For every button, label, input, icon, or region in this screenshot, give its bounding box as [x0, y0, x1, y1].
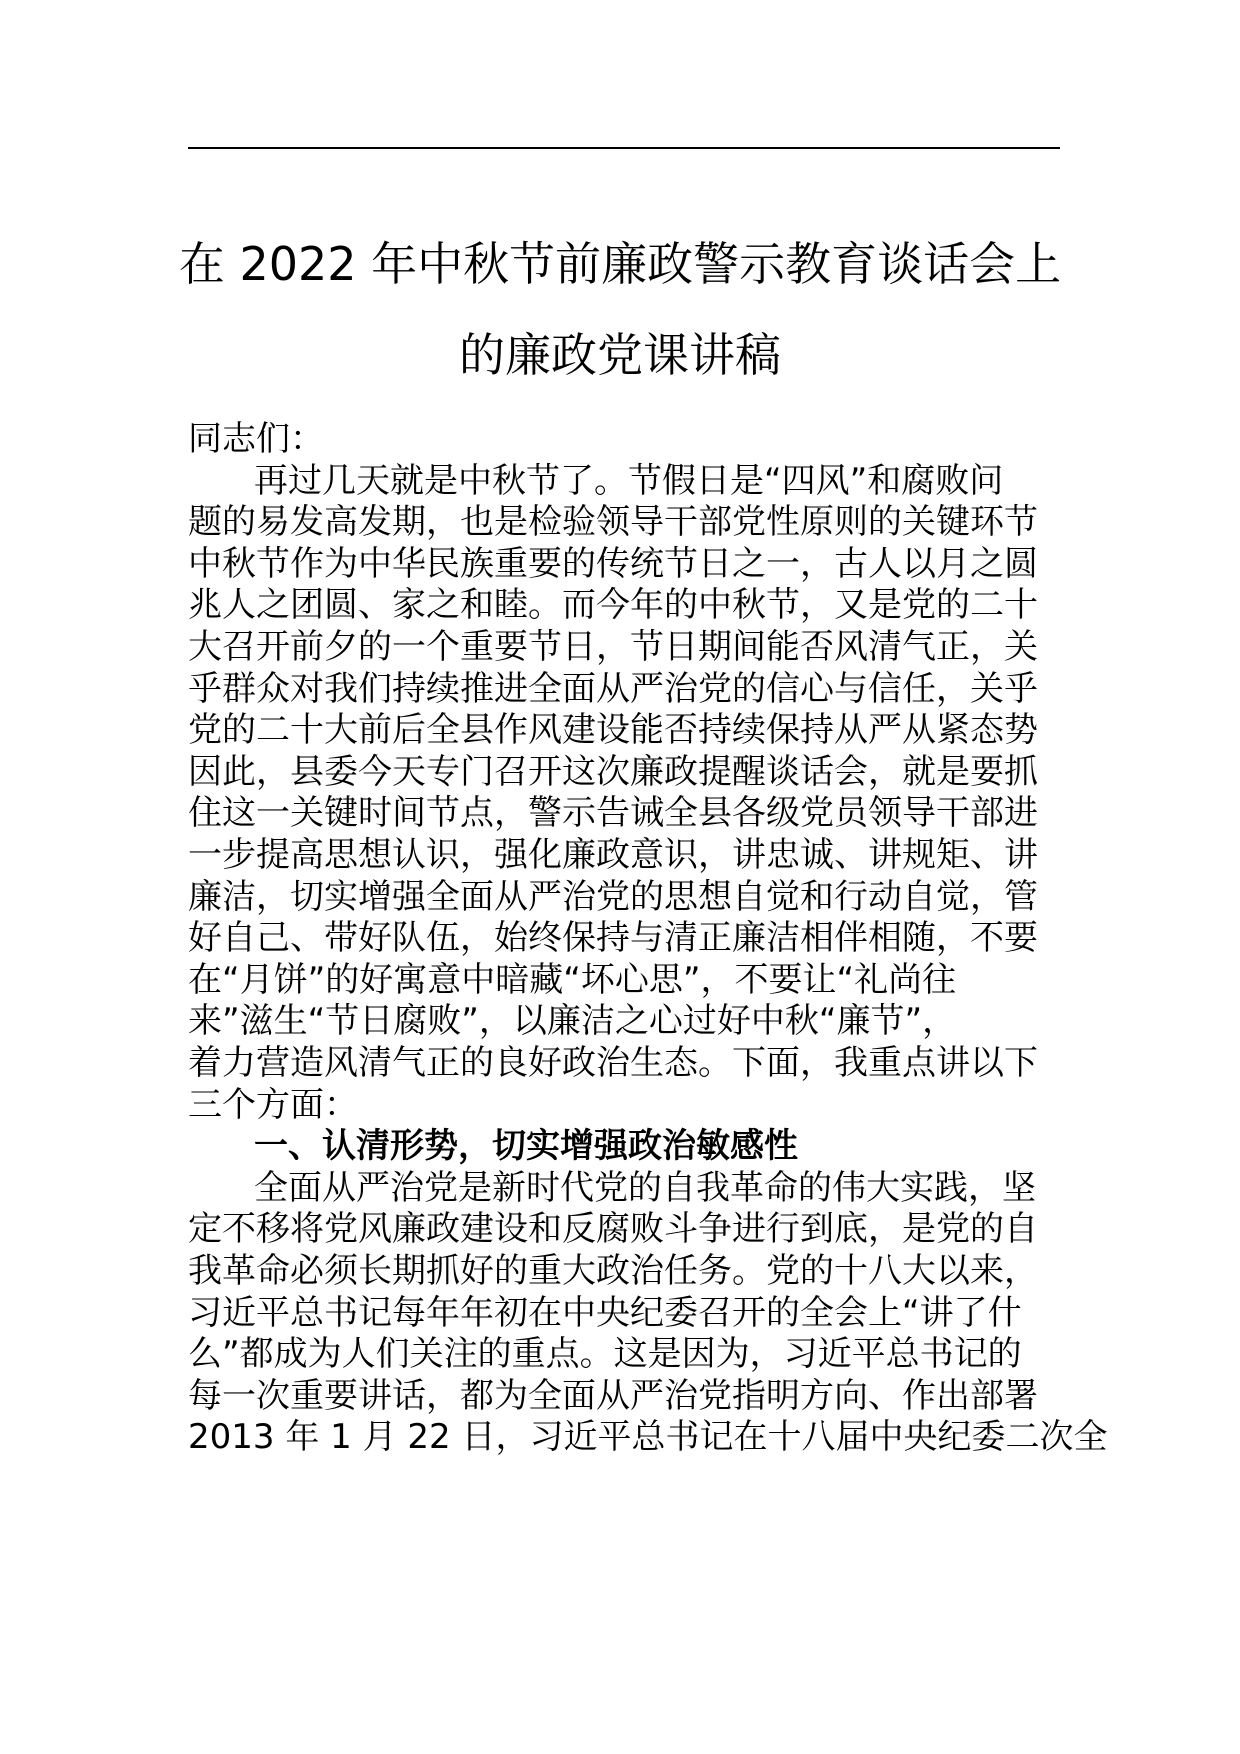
- body-text-line: 党的二十大前后全县作风建设能否持续保持从严从紧态势: [188, 710, 1038, 751]
- body-text-line: 同志们：: [188, 419, 324, 459]
- body-text-line: 2013 年 1 月 22 日，习近平总书记在十八届中央纪委二次全: [188, 1417, 1108, 1458]
- body-text-line: 习近平总书记每年年初在中央纪委召开的全会上“讲了什: [188, 1292, 1022, 1333]
- section-heading: 一、认清形势，切实增强政治敏感性: [254, 1126, 798, 1167]
- body-text-line: 廉洁，切实增强全面从严治党的思想自觉和行动自觉，管: [188, 876, 1038, 917]
- body-text-line: 在“月饼”的好寓意中暗藏“坏心思”，不要让“礼尚往: [188, 959, 957, 1000]
- document-title-line-1: 在 2022 年中秋节前廉政警示教育谈话会上: [178, 237, 1062, 291]
- body-text-line: 再过几天就是中秋节了。节假日是“四风”和腐败问: [254, 460, 1004, 501]
- body-text-line: 全面从严治党是新时代党的自我革命的伟大实践，坚: [254, 1167, 1036, 1208]
- body-text-line: 好自己、带好队伍，始终保持与清正廉洁相伴相随，不要: [188, 918, 1038, 959]
- body-text-line: 中秋节作为中华民族重要的传统节日之一，古人以月之圆: [188, 543, 1038, 584]
- body-text-line: 我革命必须长期抓好的重大政治任务。党的十八大以来，: [188, 1251, 1038, 1291]
- body-text-line: 一步提高思想认识，强化廉政意识，讲忠诚、讲规矩、讲: [188, 835, 1038, 875]
- body-text-line: 大召开前夕的一个重要节日，节日期间能否风清气正，关: [188, 627, 1038, 667]
- header-rule: [188, 147, 1060, 149]
- body-text-line: 来”滋生“节日腐败”，以廉洁之心过好中秋“廉节”，: [188, 1001, 957, 1042]
- body-text-line: 兆人之团圆、家之和睦。而今年的中秋节，又是党的二十: [188, 585, 1038, 626]
- body-text-line: 住这一关键时间节点，警示告诫全县各级党员领导干部进: [188, 793, 1038, 834]
- body-text-line: 因此，县委今天专门召开这次廉政提醒谈话会，就是要抓: [188, 751, 1038, 792]
- body-text-line: 题的易发高发期，也是检验领导干部党性原则的关键环节: [188, 502, 1038, 543]
- body-text-line: 三个方面：: [188, 1084, 358, 1125]
- document-title-line-2: 的廉政党课讲稿: [459, 328, 781, 382]
- body-text-line: 定不移将党风廉政建设和反腐败斗争进行到底，是党的自: [188, 1209, 1038, 1250]
- body-text-line: 乎群众对我们持续推进全面从严治党的信心与信任，关乎: [188, 668, 1038, 709]
- body-text-line: 每一次重要讲话，都为全面从严治党指明方向、作出部署: [188, 1375, 1038, 1416]
- body-text-line: 么”都成为人们关注的重点。这是因为，习近平总书记的: [188, 1334, 1022, 1375]
- body-text-line: 着力营造风清气正的良好政治生态。下面，我重点讲以下: [188, 1043, 1038, 1083]
